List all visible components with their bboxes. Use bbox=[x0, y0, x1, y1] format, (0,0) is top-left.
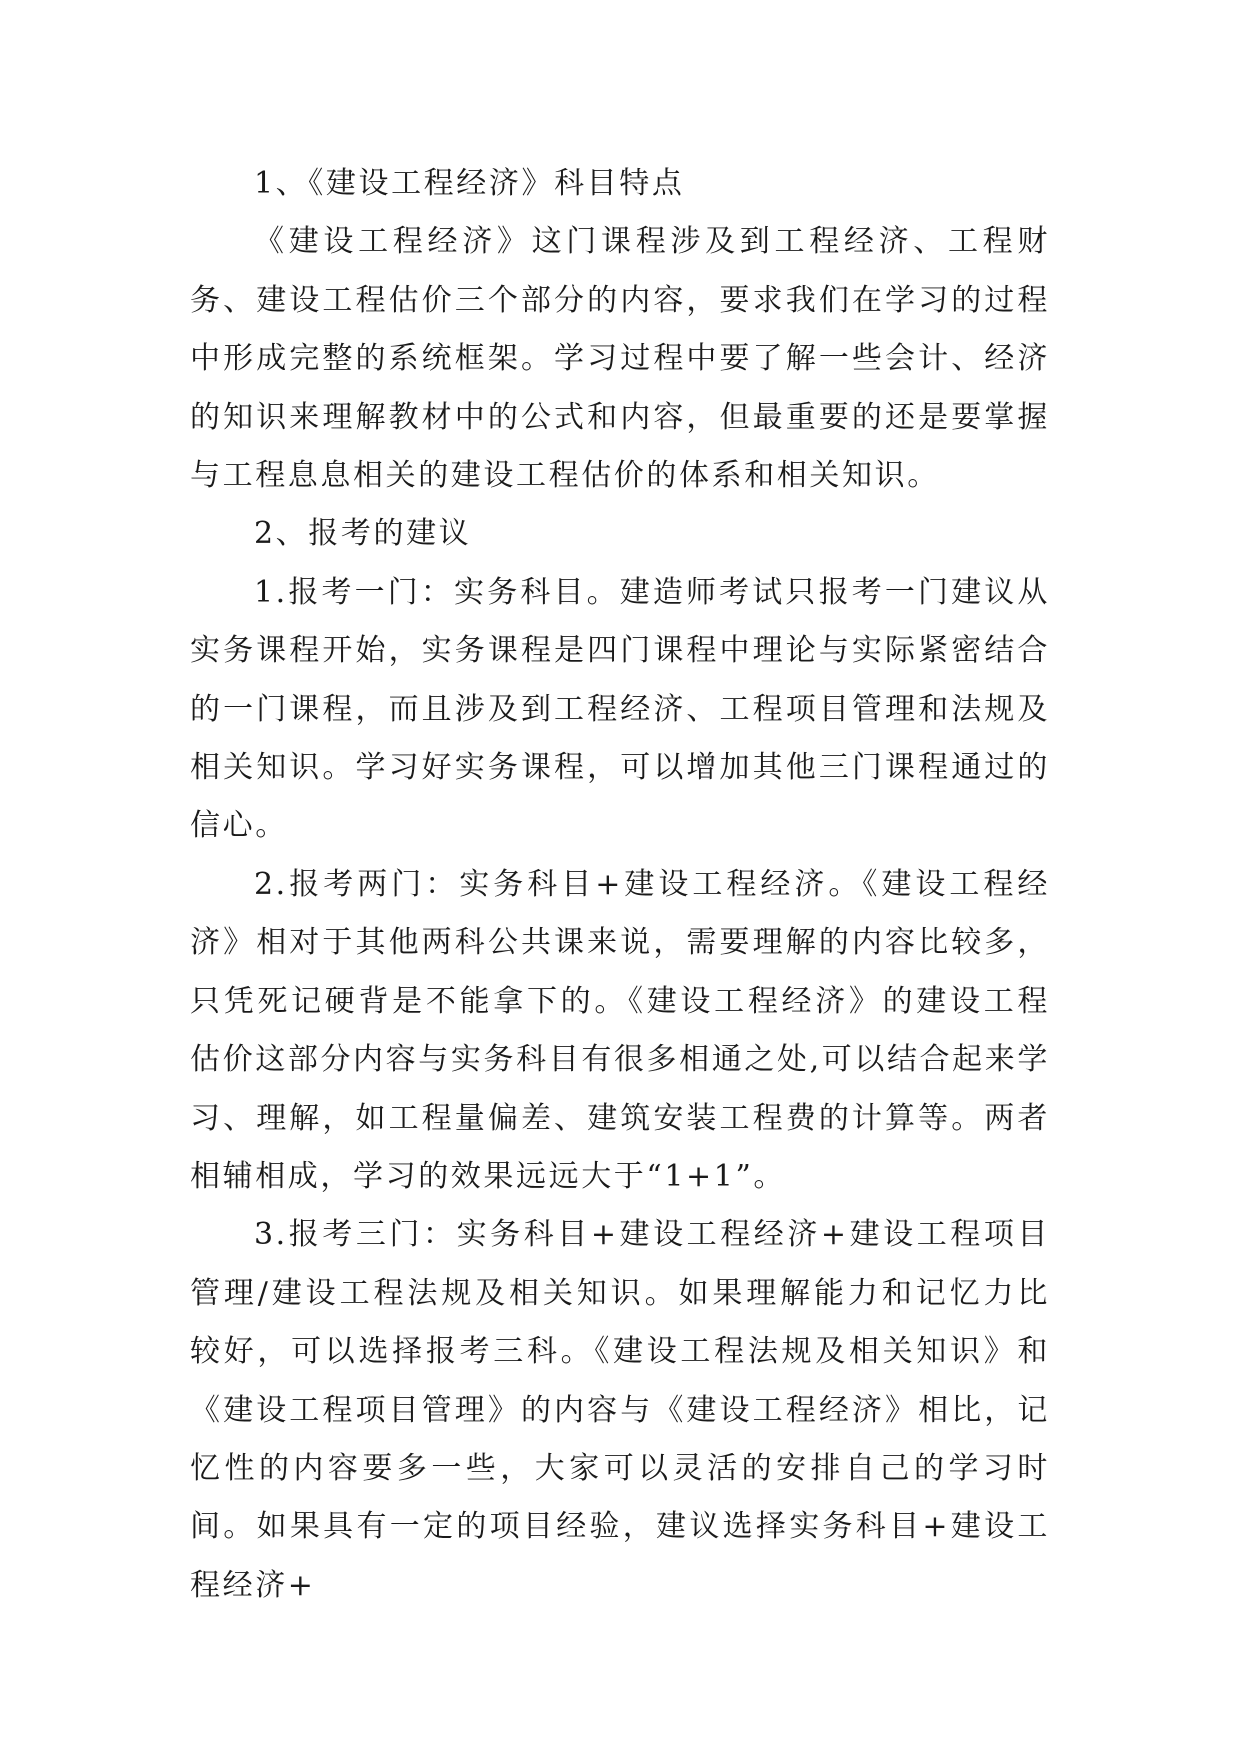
section-heading-1: 1、《建设工程经济》科目特点 bbox=[254, 166, 685, 201]
section-heading-2: 2、报考的建议 bbox=[254, 516, 472, 552]
paragraph-register-two: 2.报考两门：实务科目+建设工程经济。《建设工程经济》相对于其他两科公共课来说，需要理解的内容比较多，只凭死记硬背是不能拿下的。《建设工程经济》的建设工程估价这部分内容与实务科目有很多相通之处,可以结合起来学习、理解，如工程量偏差、建筑安装工程费的计算等。两者相辅相成，学习的效果远远大于“1+1”。 bbox=[190, 866, 1050, 1194]
paragraph-register-one: 1.报考一门：实务科目。建造师考试只报考一门建议从实务课程开始，实务课程是四门课程中理论与实际紧密结合的一门课程，而且涉及到工程经济、工程项目管理和法规及相关知识。学习好实务课程，可以增加其他三门课程通过的信心。 bbox=[190, 574, 1050, 844]
document-body bbox=[190, 155, 1050, 1615]
paragraph-register-three: 3.报考三门：实务科目+建设工程经济+建设工程项目管理/建设工程法规及相关知识。如果理解能力和记忆力比较好，可以选择报考三科。《建设工程法规及相关知识》和《建设工程项目管理》的内容与《建设工程经济》相比，记忆性的内容要多一些，大家可以灵活的安排自己的学习时间。如果具有一定的项目经验，建议选择实务科目+建设工程经济+ bbox=[190, 1217, 1050, 1603]
paragraph-subject-features: 《建设工程经济》这门课程涉及到工程经济、工程财务、建设工程估价三个部分的内容，要求我们在学习的过程中形成完整的系统框架。学习过程中要了解一些会计、经济的知识来理解教材中的公式和内容，但最重要的还是要掌握与工程息息相关的建设工程估价的体系和相关知识。 bbox=[190, 224, 1050, 494]
